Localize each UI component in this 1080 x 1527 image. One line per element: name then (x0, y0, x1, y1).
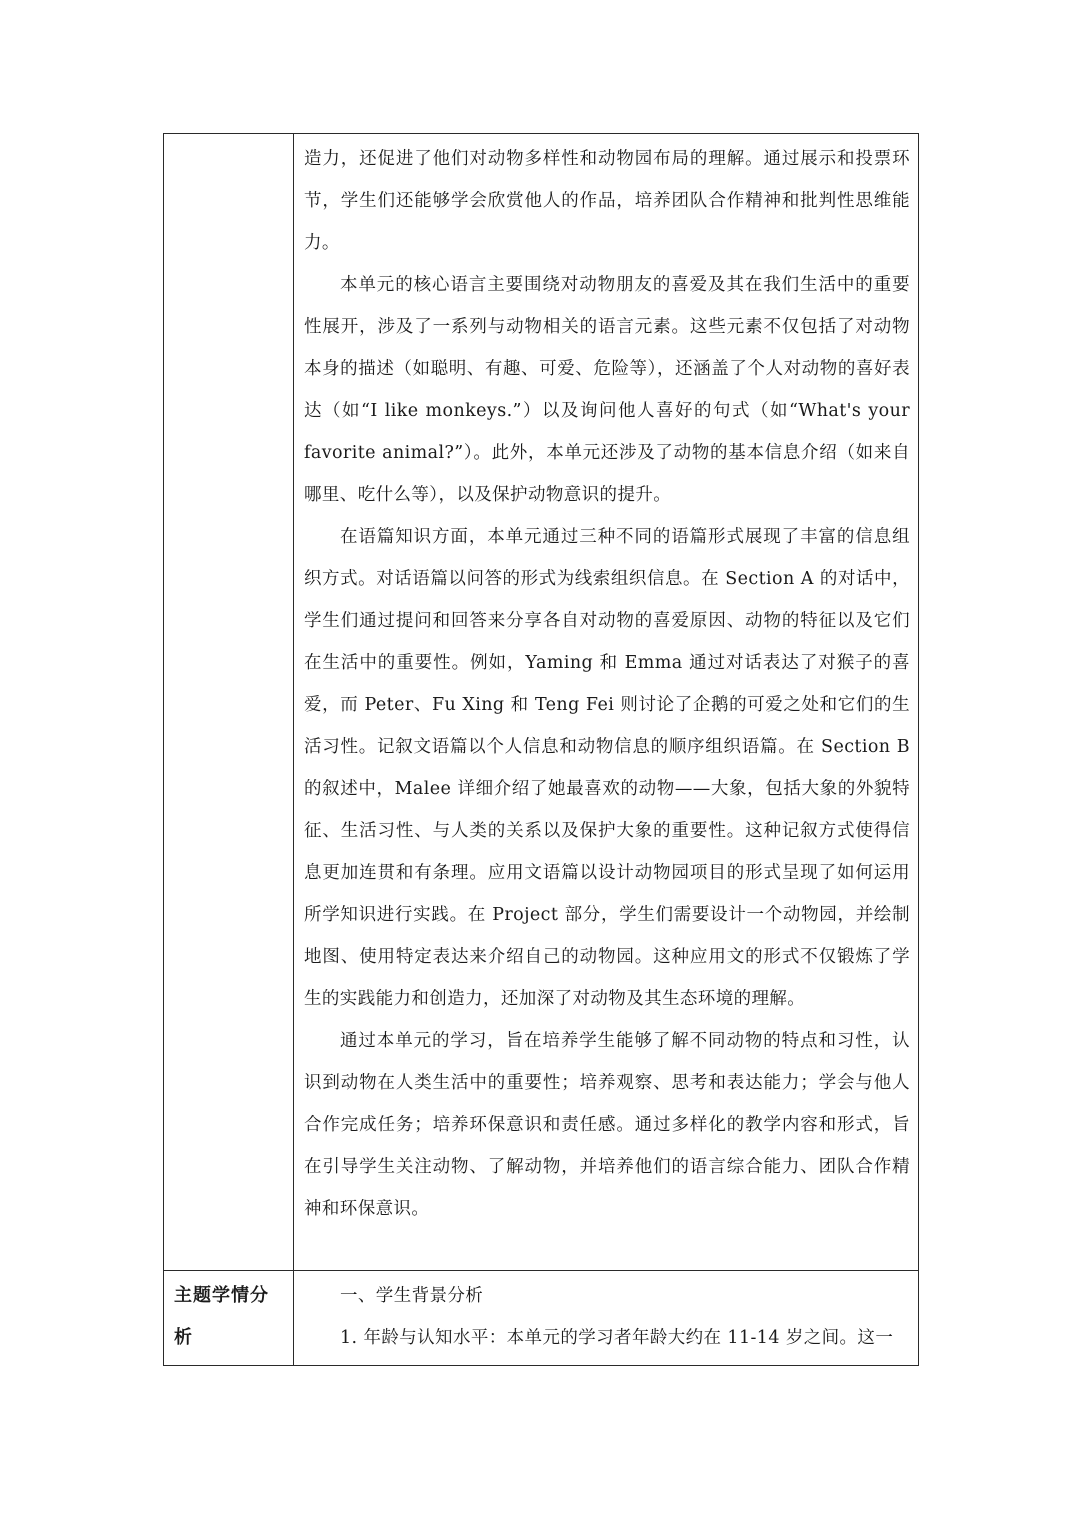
paragraph: 通过本单元的学习，旨在培养学生能够了解不同动物的特点和习性，认识到动物在人类生活中的重要性；培养观察、思考和表达能力；学会与他人合作完成任务；培养环保意识和责任感。通过多样化的教学内容和形式，旨在引导学生关注动物、了解动物，并培养他们的语言综合能力、团队合作精神和环保意识。 (304, 1031, 910, 1219)
paragraph: 本单元的核心语言主要围绕对动物朋友的喜爱及其在我们生活中的重要性展开，涉及了一系列与动物相关的语言元素。这些元素不仅包括了对动物本身的描述（如聪明、有趣、可爱、危险等），还涵盖了个人对动物的喜好表达（如“I like monkeys.”）以及询问他人喜好的句式（如“What's your favorite animal?”）。此外，本单元还涉及了动物的基本信息介绍（如来自哪里、吃什么等），以及保护动物意识的提升。 (304, 275, 910, 505)
row-label (164, 134, 293, 142)
document-table (163, 133, 919, 1366)
section-heading: 一、学生背景分析 (340, 1286, 484, 1306)
table-row-learner-analysis (164, 1271, 919, 1366)
row-content (294, 1271, 918, 1365)
paragraph: 在语篇知识方面，本单元通过三种不同的语篇形式展现了丰富的信息组织方式。对话语篇以问答的形式为线索组织信息。在 Section A 的对话中，学生们通过提问和回答来分享各自对动物的喜爱原因、动物的特征以及它们在生活中的重要性。例如，Yaming 和 Emma 通过对话表达了对猴子的喜爱，而 Peter、Fu Xing 和 Teng Fei 则讨论了企鹅的可爱之处和它们的生活习性。记叙文语篇以个人信息和动物信息的顺序组织语篇。在 Section B 的叙述中，Malee 详细介绍了她最喜欢的动物——大象，包括大象的外貌特征、生活习性、与人类的关系以及保护大象的重要性。这种记叙方式使得信息更加连贯和有条理。应用文语篇以设计动物园项目的形式呈现了如何运用所学知识进行实践。在 Project 部分，学生们需要设计一个动物园，并绘制地图、使用特定表达来介绍自己的动物园。这种应用文的形式不仅锻炼了学生的实践能力和创造力，还加深了对动物及其生态环境的理解。 (304, 527, 910, 1009)
row-label-cell (164, 134, 294, 1271)
row-label-cell (164, 1271, 294, 1366)
row-label: 主题学情分析 (174, 1285, 269, 1348)
row-content (294, 134, 918, 1270)
row-content-cell (294, 1271, 919, 1366)
table-row-unit-analysis (164, 134, 919, 1271)
row-content-cell (294, 134, 919, 1271)
paragraph: 1. 年龄与认知水平：本单元的学习者年龄大约在 11-14 岁之间。这一 (340, 1328, 894, 1348)
paragraph: 造力，还促进了他们对动物多样性和动物园布局的理解。通过展示和投票环节，学生们还能够学会欣赏他人的作品，培养团队合作精神和批判性思维能力。 (304, 149, 910, 253)
